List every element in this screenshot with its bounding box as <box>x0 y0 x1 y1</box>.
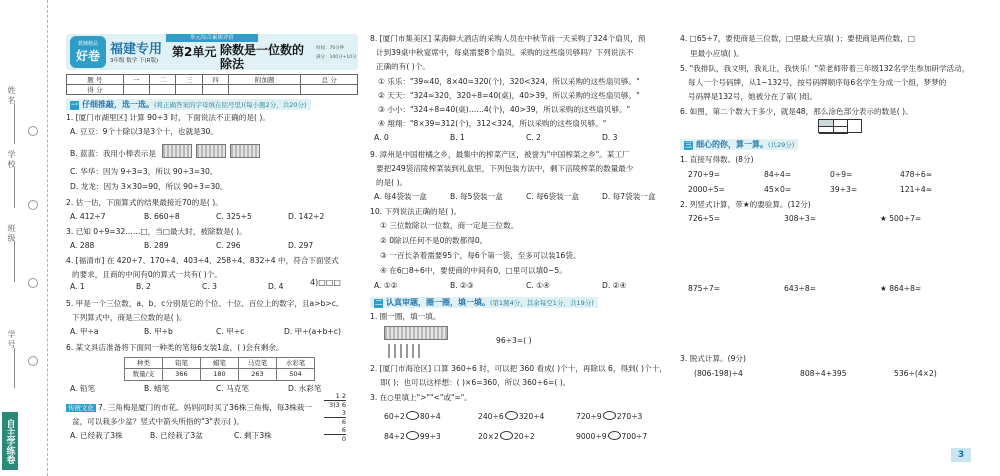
section-number-icon: 三 <box>685 141 692 149</box>
calc-question-3: 3. 脱式计算。(9分) <box>680 354 746 363</box>
binding-hole <box>28 126 38 136</box>
vertical-calc[interactable]: ★ 500÷7= <box>880 214 922 223</box>
question-8-cont: 计到39桌中秋宴席中，每桌需要8个扇贝。采购的这些扇贝够吗？下列说法不 <box>376 48 634 57</box>
direct-calc[interactable]: 0÷9= <box>830 170 853 179</box>
vertical-calc[interactable]: ★ 864÷8= <box>880 284 922 293</box>
question-3: 3. 已知 0÷9=32……□，当□最大时，被除数是( )。 <box>66 227 247 236</box>
score-input[interactable] <box>229 85 301 95</box>
table-cell: 263 <box>239 369 277 380</box>
stick-icon <box>388 344 390 358</box>
mixed-calc[interactable]: 808÷4+395 <box>800 369 847 378</box>
question-7: 传统文化 7. 三角梅是厦门的市花。妈妈同时买了36株三角梅，每3株栽一 <box>68 403 312 412</box>
table-cell: 蜡笔 <box>201 358 239 369</box>
region-title: 福建专用 <box>110 42 163 57</box>
statement-1: ① 三位数除以一位数，商一定是三位数。 <box>380 221 519 230</box>
stick-bundle-icon <box>162 144 192 158</box>
compare-circle-icon[interactable] <box>500 431 513 440</box>
question-8: 8. [厦门市集美区] 某海鲜大酒店的采购人员在中秋节前一天采购了324个扇贝，预 <box>370 34 646 43</box>
statement-3: ③ 小小："324÷8=40(桌)……4(个)，40>39，所以采购的这些扇贝够。" <box>378 105 631 114</box>
q8-option[interactable]: B. 1 <box>450 133 465 142</box>
calc-question-1: 1. 直接写得数。(8分) <box>680 155 754 164</box>
q10-option[interactable]: C. ①④ <box>526 281 550 290</box>
option-c[interactable]: C. 华华：因为 9÷3=3，所以 90÷3=30。 <box>70 167 218 176</box>
question-8-cont: 正确的有( )个。 <box>376 62 430 71</box>
id-line <box>14 348 15 388</box>
section-number-icon: 二 <box>375 299 382 307</box>
stick-icon <box>406 344 408 358</box>
q8-option[interactable]: D. 3 <box>602 133 618 142</box>
q7-option[interactable]: B. 已经栽了3盆 <box>150 431 203 440</box>
compare-circle-icon[interactable] <box>505 411 518 420</box>
section-number-icon: 一 <box>71 101 78 109</box>
q2-option[interactable]: D. 142÷2 <box>288 212 325 221</box>
circle-equation[interactable]: 96÷3=( ) <box>496 336 532 345</box>
statement-2: ② 0除以任何不是0的数都得0。 <box>380 236 488 245</box>
question-5: 5. 甲是一个三位数，a、b、c分别是它的个位、十位、百位上的数字，且a>b>c。 <box>66 299 344 308</box>
q3-option[interactable]: D. 297 <box>288 241 314 250</box>
q6-option[interactable]: A. 铅笔 <box>70 384 96 393</box>
compare-circle-icon[interactable] <box>406 411 419 420</box>
question-4: 4. [福清市] 在 420÷7、170÷4、403÷4、258÷4、832÷4 中，符合下面竖式 <box>66 256 339 265</box>
binding-hole <box>28 356 38 366</box>
question-5-cont: 下列算式中，商是三位数的是( )。 <box>72 313 187 322</box>
option-b[interactable]: B. 蓝蓝：我用小棒表示是 <box>70 149 156 158</box>
direct-calc[interactable]: 45×0= <box>764 185 792 194</box>
stick-icon <box>412 344 414 358</box>
q4-option[interactable]: B. 2 <box>136 282 151 291</box>
table-cell: 种类 <box>125 358 163 369</box>
q9-option[interactable]: C. 每6袋装一盒 <box>526 192 579 201</box>
q6-option[interactable]: D. 水彩笔 <box>288 384 322 393</box>
vertical-calc[interactable]: 875÷7= <box>688 284 721 293</box>
statement-4: ④ 在6□8÷6中，要使商的中间有0，□里可以填0~5。 <box>380 266 567 275</box>
q5-option[interactable]: A. 甲÷a <box>70 327 99 336</box>
q9-option[interactable]: D. 每7袋装一盒 <box>602 192 656 201</box>
table-cell: 180 <box>201 369 239 380</box>
table-cell: 366 <box>163 369 201 380</box>
q3-option[interactable]: B. 289 <box>144 241 169 250</box>
culture-tag: 传统文化 <box>68 404 94 412</box>
direct-calc[interactable]: 84÷4= <box>764 170 792 179</box>
q5-option[interactable]: C. 甲÷c <box>216 327 245 336</box>
question-5: 5. "我排队，我文明，我礼让，我快乐！"荣老师带着三年级132名学生参加研学活动， <box>680 64 970 73</box>
compare-circle-icon[interactable] <box>603 411 616 420</box>
compare-item[interactable]: 720÷9 270÷3 <box>576 412 643 421</box>
name-line <box>14 104 15 144</box>
q7-option[interactable]: A. 已经栽了3株 <box>70 431 123 440</box>
score-cell: 一 <box>123 75 149 85</box>
id-label: 学号 <box>7 330 16 350</box>
table-cell: 504 <box>277 369 315 380</box>
q4-option[interactable]: D. 4 <box>268 282 284 291</box>
class-line <box>14 242 15 282</box>
vertical-calc[interactable]: 308÷3= <box>784 214 817 223</box>
q4-option[interactable]: C. 3 <box>202 282 217 291</box>
question-9-cont: 的是( )。 <box>376 178 408 187</box>
fill-question-2-cont: 即( )；也可以这样想：( )×6=360，所以 360÷6=( )。 <box>380 378 571 387</box>
compare-item[interactable]: 60÷2 80÷4 <box>384 412 441 421</box>
fill-question-3: 3. 在○里填上">""<"或"="。 <box>370 393 472 402</box>
direct-calc[interactable]: 39÷3= <box>830 185 858 194</box>
table-cell: 数量/支 <box>125 369 163 380</box>
name-label: 姓名 <box>7 86 16 106</box>
question-4: 4. □65÷7，要使商是三位数，□里最大应填( )；要使商是两位数，□ <box>680 34 916 43</box>
direct-calc[interactable]: 121÷4≈ <box>900 185 933 194</box>
option-a[interactable]: A. 豆豆：9个十除以3是3个十，也就是30。 <box>70 127 218 136</box>
q9-option[interactable]: B. 每5袋装一盒 <box>450 192 503 201</box>
division-pattern: 4)□□□ <box>310 278 341 287</box>
question-7-cont: 盆，可以栽多少盆？竖式中箭头所指的"3"表示( )。 <box>72 417 245 426</box>
score-input[interactable] <box>176 85 202 95</box>
brand-tab: 自主学练卷 <box>2 412 18 470</box>
score-input[interactable] <box>149 85 175 95</box>
statement-3: ③ 一百长条着需要95个，每6个第一袋，至多可以装16袋。 <box>380 251 581 260</box>
page-number: 3 <box>951 448 971 462</box>
binding-hole <box>28 278 38 288</box>
q2-option[interactable]: C. 325÷5 <box>216 212 252 221</box>
score-input[interactable] <box>202 85 228 95</box>
question-9: 9. 漳州是中国柑橘之乡，最集中的榨菜产区，被誉为"中国榨菜之乡"。某工厂 <box>370 150 630 159</box>
vertical-calc[interactable]: 643÷8= <box>784 284 817 293</box>
pen-stock-table <box>124 357 315 381</box>
stick-bundle-icon <box>384 326 448 340</box>
section-1-heading: 一 仔细推敲，选一选。(将正确答案的字母填在括号里)(每小题2分，共20分) <box>66 99 311 110</box>
direct-calc[interactable]: 478÷6≈ <box>900 170 933 179</box>
score-cell: 得 分 <box>67 85 124 95</box>
question-1: 1. [厦门市湖里区] 计算 90÷3 时，下面说法不正确的是( )。 <box>66 113 270 122</box>
q2-option[interactable]: B. 660÷8 <box>144 212 180 221</box>
table-cell: 铅笔 <box>163 358 201 369</box>
calc-question-2: 2. 列竖式计算，带★的要验算。(12分) <box>680 200 811 209</box>
score-cell: 二 <box>149 75 175 85</box>
vertical-calc[interactable]: 726÷5= <box>688 214 721 223</box>
question-4-cont: 里最小应填( )。 <box>690 49 744 58</box>
q10-option[interactable]: A. ①② <box>374 281 398 290</box>
mixed-calc[interactable]: 536÷(4×2) <box>894 369 937 378</box>
stick-icon <box>418 344 420 358</box>
fraction-grid <box>818 119 862 133</box>
statement-4: ④ 翔翔："8×39=312(个)，312<324，所以采购的这些扇贝够。" <box>378 119 607 128</box>
q9-option[interactable]: A. 每4袋装一盒 <box>374 192 427 201</box>
vertical-division: 1 2 3)3 6 3 6 6 0 <box>324 392 346 443</box>
q6-option[interactable]: B. 蜡笔 <box>144 384 170 393</box>
stick-bundle-icon <box>196 144 226 158</box>
direct-calc[interactable]: 270÷9= <box>688 170 721 179</box>
q2-option[interactable]: A. 412÷7 <box>70 212 106 221</box>
stick-icon <box>400 344 402 358</box>
table-cell: 马克笔 <box>239 358 277 369</box>
school-line <box>14 168 15 208</box>
score-cell: 三 <box>176 75 202 85</box>
statement-1: ① 乐乐："39≈40，8×40=320(个)，320<324，所以采购的这些扇贝够。" <box>378 77 640 86</box>
fill-question-2: 2. [厦门市海沧区] 口算 360÷6 时，可以把 360 看成( )个十，再除以 6，得到( )个十， <box>370 364 667 373</box>
q3-option[interactable]: C. 296 <box>216 241 241 250</box>
question-2: 2. 估一估，下面算式的结果最接近70的是( )。 <box>66 198 223 207</box>
binding-hole <box>28 200 38 210</box>
section-3-heading: 三 细心的你，算一算。(共29分) <box>680 139 798 150</box>
direct-calc[interactable]: 2000÷5= <box>688 185 725 194</box>
score-cell: 附加题 <box>229 75 301 85</box>
question-9-cont: 要把249袋涪陵榨菜装到礼盒里，下列包装方法中，剩下涪陵榨菜的数量最少 <box>376 164 634 173</box>
statement-2: ② 天天："324≈320，320÷8=40(桌)，40>39，所以采购的这些扇贝够。" <box>378 91 640 100</box>
q8-option[interactable]: C. 2 <box>526 133 541 142</box>
q5-option[interactable]: D. 甲÷(a+b+c) <box>284 327 341 336</box>
score-cell: 题 号 <box>67 75 124 85</box>
binding-strip <box>0 0 48 476</box>
publisher-logo: 教辅精品 好卷 <box>70 36 106 68</box>
q7-option[interactable]: C. 剩下3株 <box>234 431 272 440</box>
table-cell: 水彩笔 <box>277 358 315 369</box>
q6-option[interactable]: C. 马克笔 <box>216 384 249 393</box>
score-input[interactable] <box>123 85 149 95</box>
compare-circle-icon[interactable] <box>608 431 621 440</box>
option-d[interactable]: D. 龙龙：因为 3×30=90，所以 90÷3=30。 <box>70 182 228 191</box>
question-5-cont: 号码牌是132号，她被分在了第( )组。 <box>688 92 818 101</box>
score-cell: 四 <box>202 75 228 85</box>
section-2-heading: 二 认真审题，圈一圈，填一填。(第1题4分，其余每空1分，共19分) <box>370 297 598 308</box>
grade-subject: 3年级 数学 下(R版) <box>110 58 159 64</box>
q5-option[interactable]: B. 甲÷b <box>144 327 173 336</box>
assessment-badge: 单元综合素质评价 <box>166 34 258 42</box>
stick-icon <box>394 344 396 358</box>
question-6: 6. 如图，第二个数大于多少，就是48，那么涂色部分表示的数是( )。 <box>680 107 913 116</box>
question-10: 10. 下列说法正确的是( )。 <box>370 207 462 216</box>
score-table <box>66 74 358 95</box>
compare-item[interactable]: 84÷2 99÷3 <box>384 432 441 441</box>
unit-label: 第2单元 <box>172 45 217 59</box>
q4-option[interactable]: A. 1 <box>70 282 85 291</box>
score-input[interactable] <box>301 85 358 95</box>
question-5-cont: 每人一个号码牌，从1~132号，按号码牌顺序每6名学生分成一个组，梦梦的 <box>688 78 947 87</box>
compare-item[interactable]: 240÷6 320÷4 <box>478 412 545 421</box>
score-cell: 总 分 <box>301 75 358 85</box>
q3-option[interactable]: A. 288 <box>70 241 95 250</box>
q8-option[interactable]: A. 0 <box>374 133 389 142</box>
unit-title: 除数是一位数的除法 <box>220 43 305 71</box>
exam-meta: 时间：70分钟 满分：100分+10分 <box>316 46 357 60</box>
mixed-calc[interactable]: (806-198)÷4 <box>694 369 743 378</box>
question-6: 6. 某文具店准备将下面同一种类的笔每6支装1盒，( )会有剩余。 <box>66 343 284 352</box>
q10-option[interactable]: D. ②④ <box>602 281 627 290</box>
stick-bundle-icon <box>230 144 260 158</box>
compare-item[interactable]: 9000÷9 700÷7 <box>576 432 648 441</box>
question-4-cont: 的要求，且商的中间有0的算式一共有( )个。 <box>72 270 222 279</box>
compare-circle-icon[interactable] <box>406 431 419 440</box>
school-label: 学校 <box>7 150 16 170</box>
class-label: 班级 <box>7 224 16 244</box>
fill-question-1: 1. 圈一圈，填一填。 <box>370 312 441 321</box>
compare-item[interactable]: 20×2 20÷2 <box>478 432 535 441</box>
q10-option[interactable]: B. ②③ <box>450 281 474 290</box>
exam-header <box>66 34 358 70</box>
